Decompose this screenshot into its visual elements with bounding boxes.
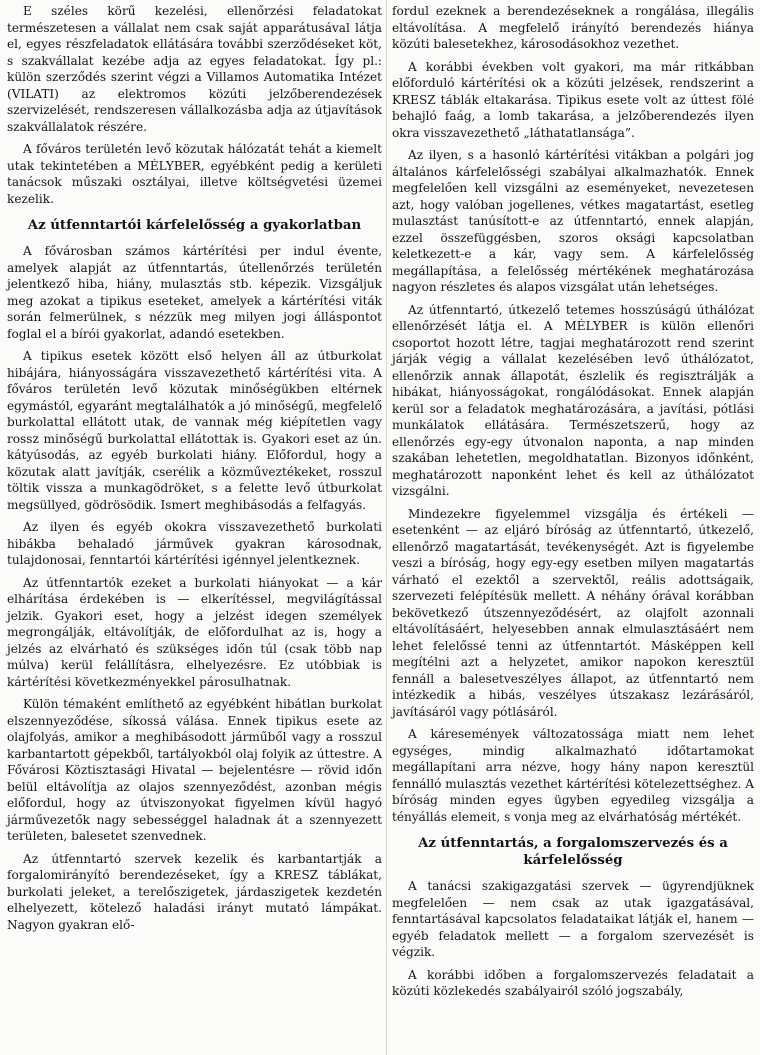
paragraph: A fővárosban számos kártérítési per indul évente, amelyek alapját az útfenntartás, útellenőrzés területén jelentkező hiba, hiány, mulasztás stb. képezik. Vizsgáljuk meg azokat a tipikus eseteket, amelyek a kártérítési viták során felmerülnek, s nézzük meg milyen jogi álláspontot foglal el a bírói gyakorlat, adandó esetekben.: [7, 244, 382, 341]
column-divider: [386, 0, 387, 1055]
paragraph: E széles körű kezelési, ellenőrzési feladatokat természetesen a vállalat nem csak saját apparátusával látja el, egyes részfeladatok ellátására további szerződéseket köt, s szakvállalat kezébe adja az egyes feladatokat. Így pl.: külön szerződés szerint végzi a Villamos Automatika Intézet (VILATI) az elektromos közúti jelzőberendezések szervizelését, rendszeresen vállalkozásba adja az útjavítások szakvállalatok részére.: [7, 4, 382, 134]
paragraph: Az útfenntartók ezeket a burkolati hiányokat — a kár elhárítása érdekében is — elkerítéssel, megvilágítással jelzik. Gyakori eset, hogy a jelzést idegen személyek megrongálják, eltávolítják, de előfordulhat az is, hogy a jelzés az elvárható és szükséges időn túl (csak több nap múlva) kerül felállításra, elhelyezésre. Ez utóbbiak is kártérítési következményekkel párosulhatnak.: [7, 575, 382, 689]
paragraph: A korábbi években volt gyakori, ma már ritkábban előforduló kártérítési ok a közúti jelzések, rendszerint a KRESZ táblák eltakarása. Tipikus esete volt az úttest fölé behajló faág, a lomb takarása, a jelzőberendezés ilyen okra visszavezethető „láthatatlansága”.: [392, 59, 754, 140]
section-heading: Az útfenntartói kárfelelősség a gyakorlatban: [27, 218, 362, 233]
paragraph: A főváros területén levő közutak hálózatát tehát a kiemelt utak tekintetében a MÉLYBER, egyébként pedig a kerületi tanácsok műszaki osztályai, illetve költségvetési üzemei kezelik.: [7, 142, 382, 206]
paragraph: A káresemények változatossága miatt nem lehet egységes, mindig alkalmazható időtartamokat megállapítani arra nézve, hogy hány napon keresztül fennálló mulasztás vezethet kártérítési kötelezettséghez. A bíróság minden egyes ügyben egyedileg vizsgálja a tényállás elemeit, s vonja meg az elvárhatóság mértékét.: [392, 727, 755, 824]
paragraph: Az ilyen, s a hasonló kártérítési vitákban a polgári jog általános kárfelelősségi szabályai alkalmazhatók. Ennek megfelelően kell vizsgálni az eseményeket, nevezetesen azt, hogy valóban jogellenes, vétkes magatartást, esetleg mulasztást tanúsított-e az útfenntartó, ennek alapján, ezzel összefüggésben, szoros oksági kapcsolatban keletkezett-e a kár, vagy sem. A kárfelelősség megállapítása, a felelősség mértékének meghatározása nagyon részletes és alapos vizsgálat után lehetséges.: [392, 148, 754, 294]
right-column: [392, 3, 754, 1006]
paragraph: A tanácsi szakigazgatási szervek — ügyrendjüknek megfelelően — nem csak az utak igazgatásával, fenntartásával kapcsolatos feladataikat látják el, hanem — egyéb feladatok mellett — a forgalom szervezését is végzik.: [392, 879, 754, 959]
paragraph: A tipikus esetek között első helyen áll az útburkolat hibájára, hiányosságára visszavezethető kártérítési vita. A főváros területén levő közutak minőségükben eltérnek egymástól, egyaránt megtalálhatók a jó minőségű, megfelelő burkolattal ellátott utak, de vannak még kiépítetlen vagy rossz minőségű burkolattal ellátottak is. Gyakori eset az ún. kátyúsodás, az egyéb burkolati hiány. Előfordul, hogy a közutak alatt javítják, cserélik a közműveztékeket, rosszul töltik vissza a munkagödröket, s a felette levő útburkolat megsüllyed, gödrösödik. Ismert meghibásodás a felfagyás.: [7, 349, 382, 512]
paragraph: A korábbi időben a forgalomszervezés feladatait a közúti közlekedés szabályairól szóló jogszabály,: [392, 967, 754, 998]
paragraph: Mindezekre figyelemmel vizsgálja és értékeli — esetenként — az eljáró bíróság az útfenntartó, útkezelő, ellenőrző magatartását, tevékenységét. Azt is figyelembe veszi a bíróság, hogy egy-egy esetben milyen magatartás várható el ezektől a szervektől, reális adottságaik, szervezeti felépítésük mellett. A néhány órával korábban bekövetkező útszennyeződésért, az olajfolt azonnali eltávolításáért, helyesebben annak elmulasztásáért nem lehet felelőssé tenni az útfenntartót. Másképpen kell megítélni azt a helyzetet, amikor napokon keresztül fennáll a balesetveszélyes állapot, az útfenntartó nem intézkedik a hibás, veszélyes útszakasz lezárásáról, javításáról vagy pótlásáról.: [392, 506, 754, 719]
paragraph: Az útfenntartó szervek kezelik és karbantartják a forgalomirányító berendezéseket, így a KRESZ táblákat, burkolati jeleket, a terelőszigetek, járdaszigetek kezdetén elhelyezett, kötelező haladási irányt mutató lámpákat. Nagyon gyakran elő-: [7, 851, 382, 932]
paragraph-continued: fordul ezeknek a berendezéseknek a rongálása, illegális eltávolítása. A megfelelő irányító berendezés hiánya közúti balesetekhez, károsodásokhoz vezethet.: [392, 4, 754, 51]
section-heading: Az útfenntartás, a forgalomszervezés és a kárfelelősség: [418, 836, 728, 868]
paragraph: Az ilyen és egyéb okokra visszavezethető burkolati hibákba behaladó járművek gyakran károsodnak, tulajdonosai, fenntartói kártérítési igénnyel jelentkeznek.: [7, 520, 382, 567]
left-column: [7, 3, 382, 939]
paragraph: Külön témaként említhető az egyébként hibátlan burkolat elszennyeződése, síkossá válása. Ennek tipikus esete az olajfolyás, amikor a meghibásodott járműből vagy a rosszul karbantartott gépekből, tartályokból olaj folyik az úttestre. A Fővárosi Köztisztasági Hivatal — bejelentésre — rövid időn belül eltávolítja az olajos szennyeződést, azonban mégis előfordul, hogy az útviszonyokat figyelmen kívül hagyó járművezetők nagy sebességgel haladnak át a szennyezett területen, balesetet szenvednek.: [7, 697, 382, 843]
paragraph: Az útfenntartó, útkezelő tetemes hosszúságú úthálózat ellenőrzését látja el. A MÉLYBER is külön ellenőri csoportot hozott létre, tagjai meghatározott rend szerint járják végig a vállalat kezelésében levő úthálózatot, ellenőrzik annak állapotát, észlelik és regisztrálják a hibákat, hiányosságokat, rongálódásokat. Ennek alapján kerül sor a feladatok meghatározására, a javítási, pótlási munkálatok ellátására. Természetszerű, hogy az ellenőrzés egy-egy útvonalon naponta, a nap minden szakában lehetetlen, megoldhatatlan. Bizonyos időnként, meghatározott naponként lehet és kell az úthálózatot vizsgálni.: [392, 302, 754, 498]
